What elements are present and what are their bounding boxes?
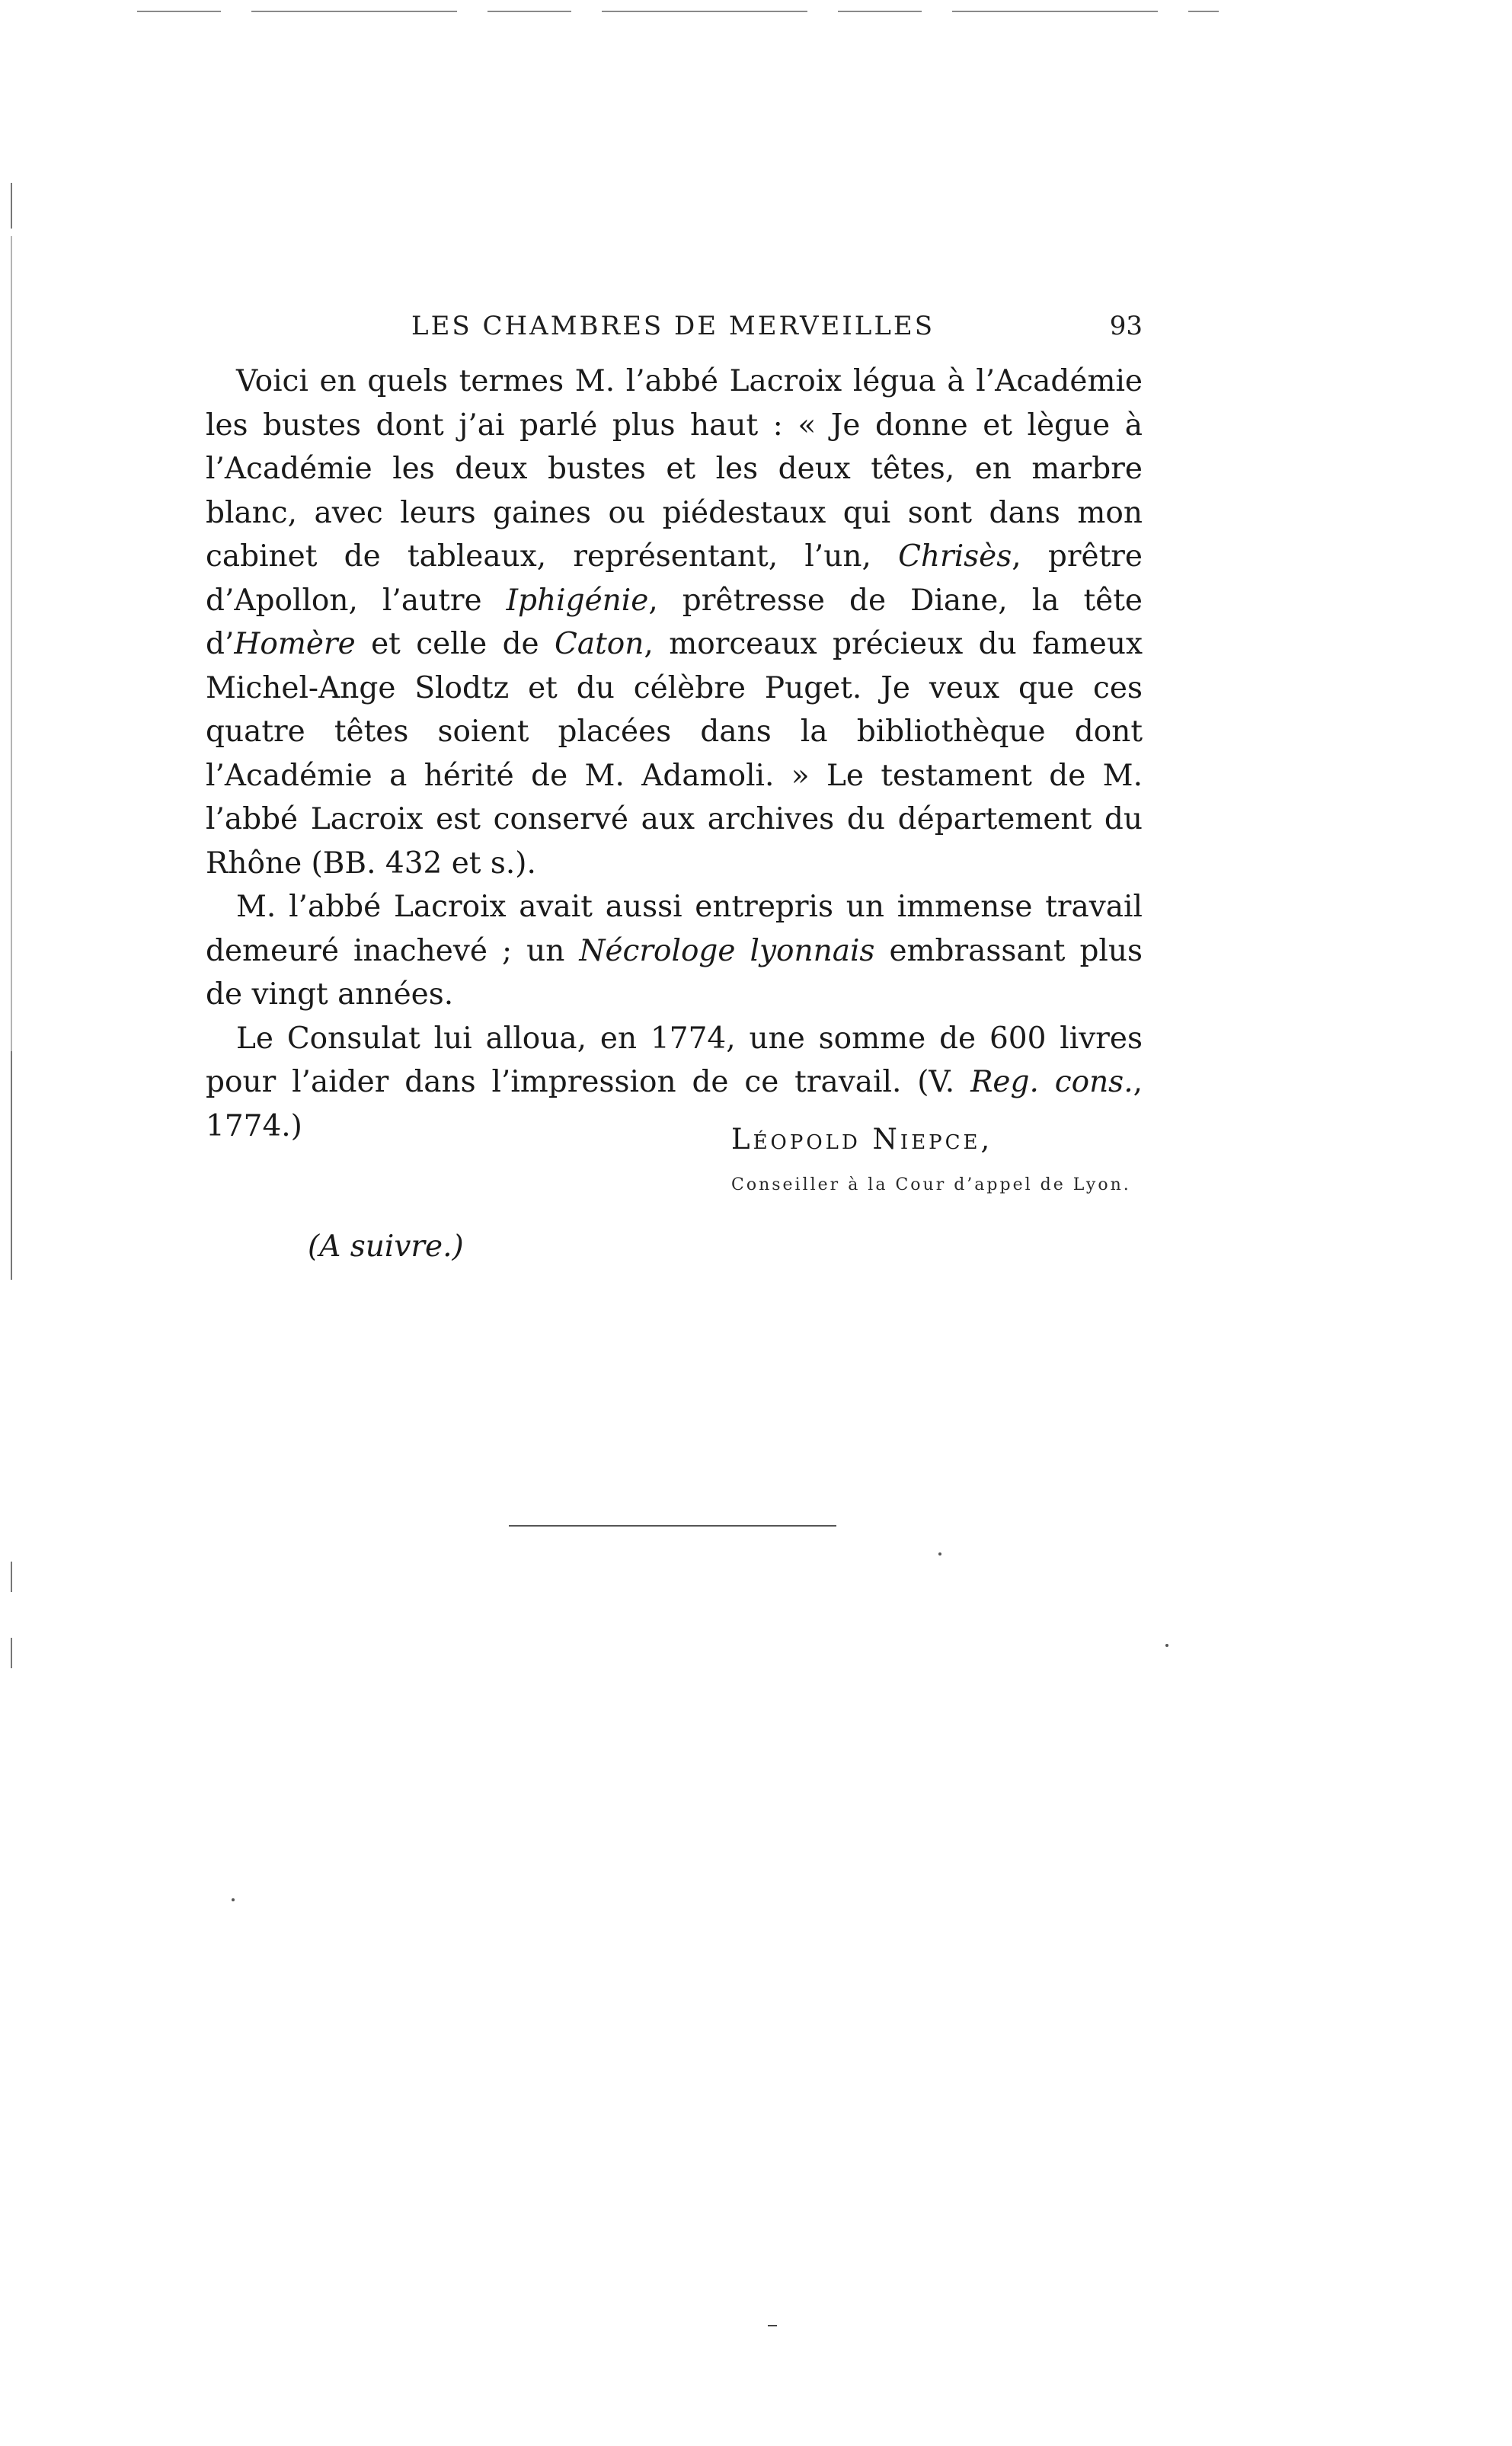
scan-speck	[938, 1552, 941, 1556]
italic-text-run: Caton	[555, 627, 644, 661]
text-run: , 1774.)	[206, 1065, 1143, 1143]
italic-text-run: Iphigénie	[506, 583, 649, 618]
running-header	[411, 311, 1143, 350]
scan-speck	[232, 1898, 235, 1901]
body-text	[206, 360, 1143, 1148]
italic-text-run: Homère	[234, 627, 356, 661]
scan-speck	[1165, 1644, 1168, 1647]
text-run: M. l’abbé Lacroix avait aussi entrepris un immense travail demeuré inachevé ; un	[206, 890, 1143, 968]
text-run: , prêtresse de Diane, la tête d’	[206, 583, 1143, 661]
text-run: , prêtre d’Apollon, l’autre	[206, 539, 1143, 618]
scan-margin-mark	[11, 183, 12, 229]
page-number: 93	[1109, 311, 1143, 341]
scan-margin-mark	[11, 1562, 12, 1592]
section-end-rule	[509, 1525, 836, 1527]
scan-margin-mark	[11, 236, 12, 1135]
to-be-continued: (A suivre.)	[308, 1229, 464, 1264]
running-title: LES CHAMBRES DE MERVEILLES	[411, 311, 935, 341]
italic-text-run: Nécrologe lyonnais	[579, 933, 875, 968]
bottom-mark	[768, 2325, 777, 2326]
paragraph	[206, 360, 1143, 885]
text-run: et celle de	[355, 627, 555, 661]
scan-edge-artifact	[137, 11, 1219, 12]
text-run: Voici en quels termes M. l’abbé Lacroix légua à l’Académie les bustes dont j’ai parlé plus haut : « Je donne et lègue à l’Académie les deux bustes et les deux têtes, en marbre blanc, avec leurs gaines ou piédestaux qui sont dans mon cabinet de tableaux, représentant, l’un,	[206, 364, 1143, 574]
italic-text-run: Chrisès	[898, 539, 1012, 574]
scan-margin-mark	[11, 1051, 12, 1280]
author-name: Léopold Niepce,	[731, 1123, 993, 1156]
italic-text-run: Reg. cons.	[970, 1065, 1133, 1099]
text-run: embrassant plus de vingt années.	[206, 933, 1143, 1012]
scan-margin-mark	[11, 1638, 12, 1668]
author-title: Conseiller à la Cour d’appel de Lyon.	[731, 1175, 1131, 1194]
signature-block	[731, 1123, 1204, 1194]
paragraph	[206, 885, 1143, 1017]
text-run: , morceaux précieux du fameux Michel-Ange Slodtz et du célèbre Puget. Je veux que ces quatre têtes soient placées dans la bibliothèque dont l’Académie a hérité de M. Adamoli. » Le testament de M. l’abbé Lacroix est conservé aux archives du département du Rhône (BB. 432 et s.).	[206, 627, 1143, 881]
text-run: Le Consulat lui alloua, en 1774, une somme de 600 livres pour l’aider dans l’impression de ce travail. (V.	[206, 1021, 1143, 1099]
